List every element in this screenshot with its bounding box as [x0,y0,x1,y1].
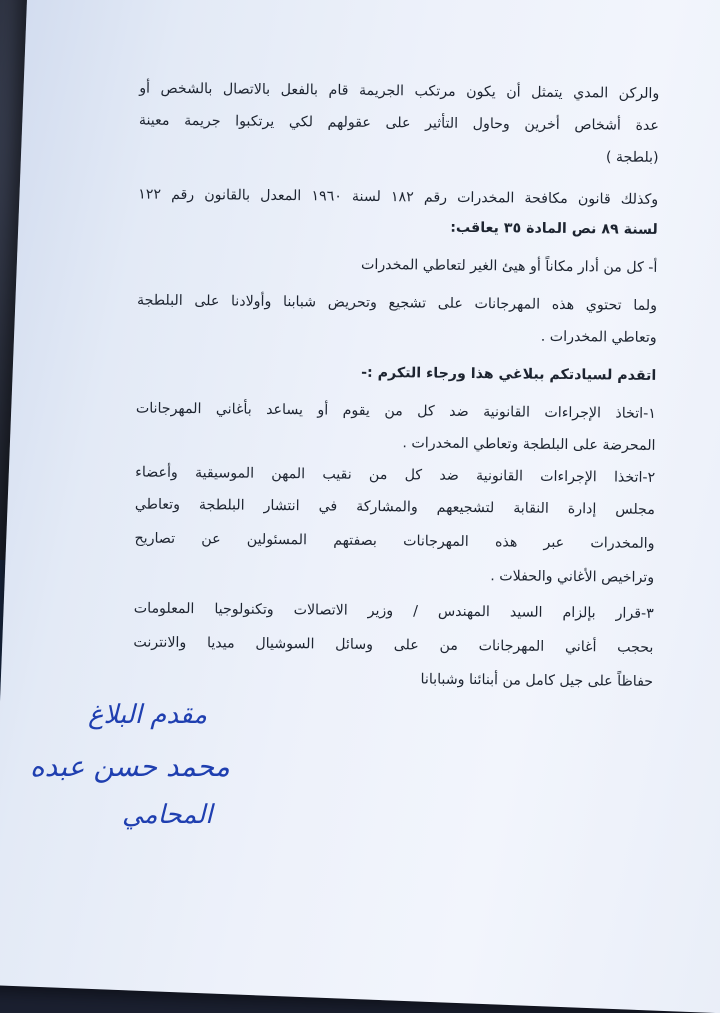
text-line-8: وتعاطي المخدرات . [540,328,657,346]
text-line-17: بحجب أغاني المهرجانات من على وسائل السوشيال ميديا والانترنت [133,634,654,656]
section-heading: اتقدم لسيادتكم ببلاغي هذا ورجاء التكرم :- [361,364,657,384]
text-line-2: عدة أشخاص أخرين وحاول التأثير على عقولهم لكي يرتكبوا جريمة معينة [138,112,659,134]
text-line-16: ٣-قرار بإلزام السيد المهندس / وزير الاتصالات وتكنولوجيا المعلومات [133,600,654,622]
signature-name: محمد حسن عبده [30,750,230,783]
signature-title: مقدم البلاغ [88,700,208,730]
text-line-13: مجلس إدارة النقابة لتشجيعهم والمشاركة في انتشار البلطجة وتعاطي [134,496,655,518]
text-line-18: حفاظاً على جيل كامل من أبنائنا وشبابانا [420,671,654,690]
text-line-5: لسنة ٨٩ نص المادة ٣٥ يعاقب: [450,219,658,238]
signature-profession: المحامي [122,800,213,830]
text-line-6: أ- كل من أدار مكاناً أو هيئ الغير لتعاطي المخدرات [360,256,658,276]
text-line-14: والمخدرات عبر هذه المهرجانات بصفتهم المسئولين عن تصاريح [134,530,655,552]
text-line-3: (بلطجة ) [605,149,659,166]
text-line-4: وكذلك قانون مكافحة المخدرات رقم ١٨٢ لسنة ١٩٦٠ المعدل بالقانون رقم ١٢٢ [138,186,659,208]
text-line-15: وتراخيص الأغاني والحفلات . [490,568,655,586]
text-line-11: المحرضة على البلطجة وتعاطي المخدرات . [402,435,656,454]
text-line-12: ٢-اتخذا الإجراءات القانونية ضد كل من نقيب المهن الموسيقية وأعضاء [135,464,656,486]
text-line-7: ولما تحتوي هذه المهرجانات على تشجيع وتحريض شبابنا وأولادنا على البلطجة [136,292,658,314]
document-body [93,77,660,723]
text-line-1: والركن المدي يتمثل أن يكون مرتكب الجريمة قام بالفعل بالاتصال بالشخص أو [139,80,660,102]
text-line-10: ١-اتخاذ الإجراءات القانونية ضد كل من يقوم أو يساعد بأغاني المهرجانات [135,400,656,422]
